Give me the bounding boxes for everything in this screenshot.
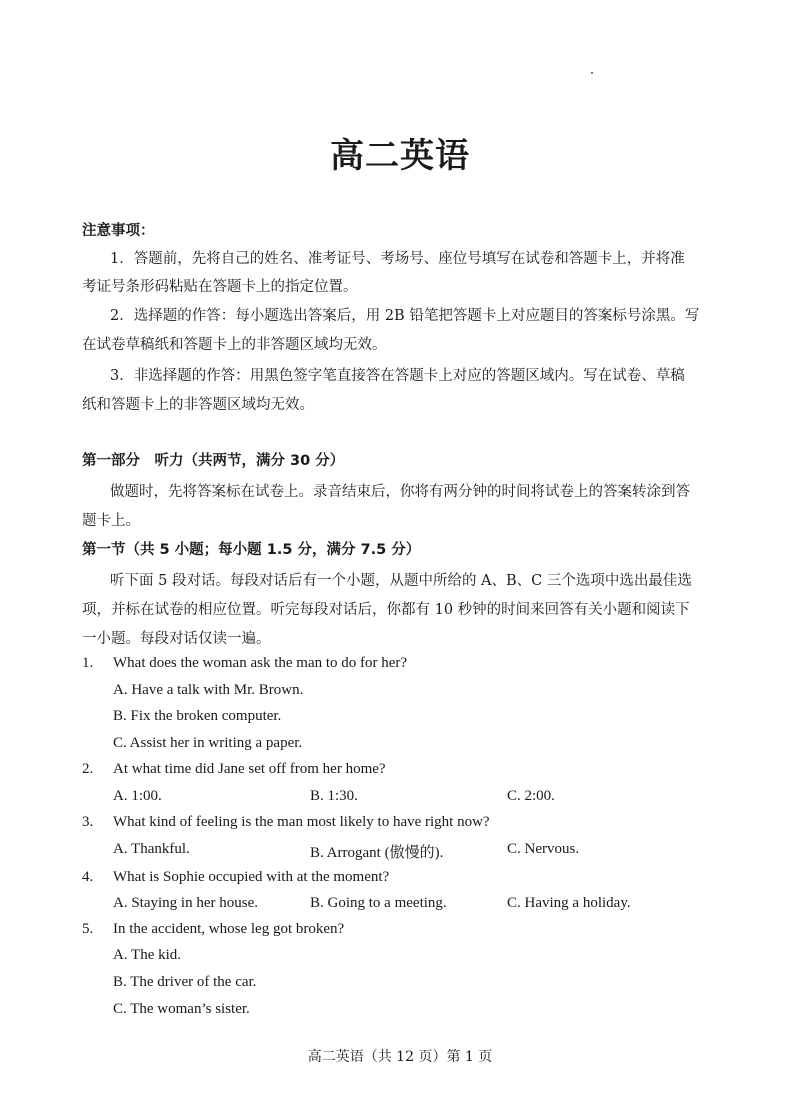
question-5-option-b: B. The driver of the car. <box>113 974 257 990</box>
question-2-option-a: A. 1:00. <box>113 788 162 804</box>
notice-item-3-line-2: 纸和答题卡上的非答题区域均无效。 <box>82 397 314 413</box>
question-4-option-a: A. Staying in her house. <box>113 895 258 911</box>
part1-instruction-line-1: 做题时，先将答案标在试卷上。录音结束后，你将有两分钟的时间将试卷上的答案转涂到答 <box>110 484 690 500</box>
question-5-option-c: C. The woman’s sister. <box>113 1001 250 1017</box>
section1-instruction-line-1: 听下面 5 段对话。每段对话后有一个小题，从题中所给的 A、B、C 三个选项中选出最佳选 <box>110 573 692 589</box>
notice-item-3-line-1: 3．非选择题的作答：用黑色签字笔直接答在答题卡上对应的答题区域内。写在试卷、草稿 <box>110 368 685 384</box>
page-title: 高二英语 <box>330 136 470 176</box>
section1-heading: 第一节（共 5 小题；每小题 1.5 分，满分 7.5 分） <box>82 542 421 558</box>
question-1-option-a: A. Have a talk with Mr. Brown. <box>113 682 304 698</box>
scan-speck <box>591 72 593 74</box>
question-3-option-c: C. Nervous. <box>507 841 580 857</box>
part1-instruction-line-2: 题卡上。 <box>82 513 140 529</box>
question-1-option-b: B. Fix the broken computer. <box>113 708 282 724</box>
section1-instruction-line-3: 一小题。每段对话仅读一遍。 <box>82 631 271 647</box>
question-4-text: What is Sophie occupied with at the moment? <box>113 869 390 885</box>
notice-item-2-line-2: 在试卷草稿纸和答题卡上的非答题区域均无效。 <box>82 337 387 353</box>
question-1-option-c: C. Assist her in writing a paper. <box>113 735 303 751</box>
question-3-option-b: B. Arrogant (傲慢的). <box>310 845 444 861</box>
question-4-option-b: B. Going to a meeting. <box>310 895 447 911</box>
question-3-number: 3. <box>82 814 94 830</box>
notice-item-1-line-1: 1．答题前，先将自己的姓名、准考证号、考场号、座位号填写在试卷和答题卡上，并将准 <box>110 251 685 267</box>
question-2-number: 2. <box>82 761 94 777</box>
question-4-option-c: C. Having a holiday. <box>507 895 631 911</box>
question-1-text: What does the woman ask the man to do for her? <box>113 655 408 671</box>
section1-instruction-line-2: 项，并标在试卷的相应位置。听完每段对话后，你都有 10 秒钟的时间来回答有关小题和阅读下 <box>82 602 690 618</box>
question-5-text: In the accident, whose leg got broken? <box>113 921 345 937</box>
question-1-number: 1. <box>82 655 94 671</box>
question-2-option-c: C. 2:00. <box>507 788 555 804</box>
notice-item-2-line-1: 2．选择题的作答：每小题选出答案后，用 2B 铅笔把答题卡上对应题目的答案标号涂黑。写 <box>110 308 700 324</box>
question-4-number: 4. <box>82 869 94 885</box>
part1-heading: 第一部分 听力（共两节，满分 30 分） <box>82 453 345 469</box>
question-2-text: At what time did Jane set off from her home? <box>113 761 386 777</box>
question-5-option-a: A. The kid. <box>113 947 182 963</box>
question-2-option-b: B. 1:30. <box>310 788 358 804</box>
question-5-number: 5. <box>82 921 94 937</box>
notice-heading: 注意事项： <box>82 223 155 239</box>
page-footer: 高二英语（共 12 页）第 1 页 <box>307 1049 493 1065</box>
question-3-option-a: A. Thankful. <box>113 841 190 857</box>
notice-item-1-line-2: 考证号条形码粘贴在答题卡上的指定位置。 <box>82 279 358 295</box>
question-3-text: What kind of feeling is the man most likely to have right now? <box>113 814 490 830</box>
